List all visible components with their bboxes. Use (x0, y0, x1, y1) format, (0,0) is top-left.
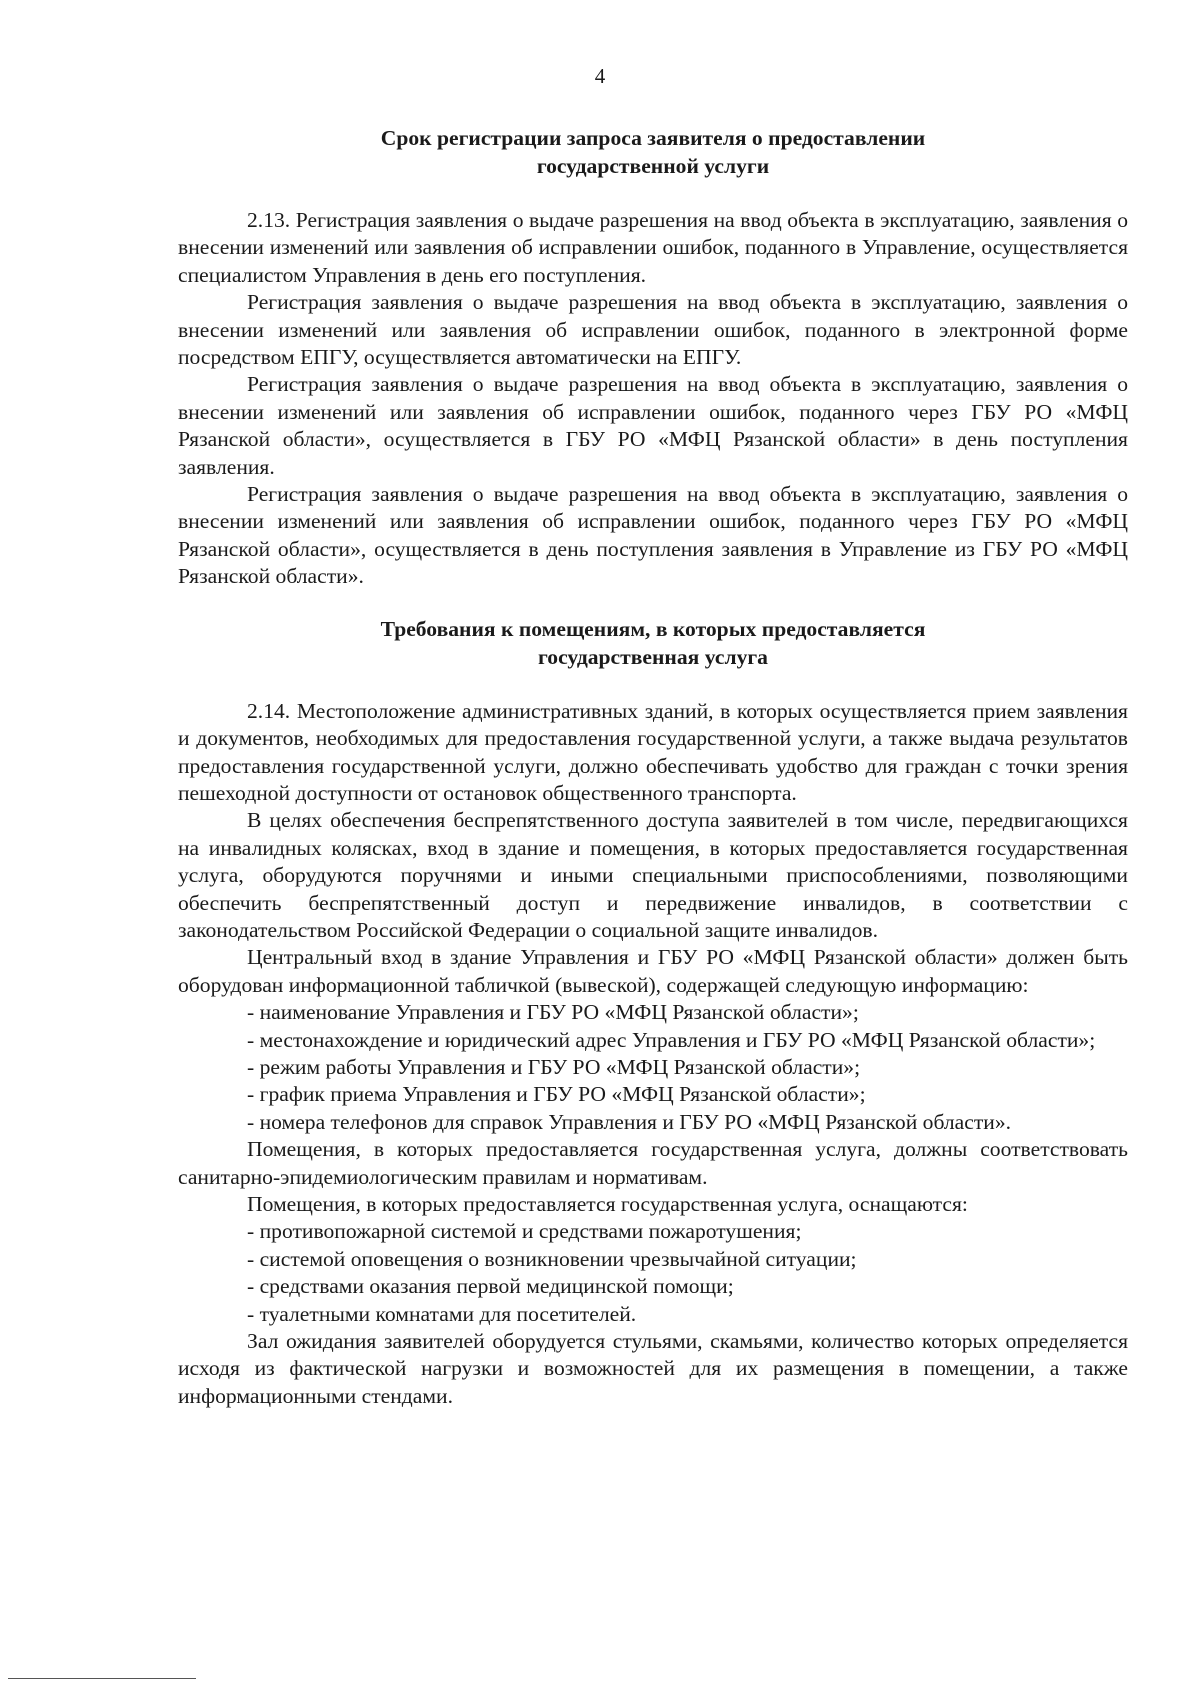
paragraph: Центральный вход в здание Управления и ГБУ РО «МФЦ Рязанской области» должен быть оборудован информационной табличкой (вывеской), содержащей следующую информацию: (178, 945, 1128, 997)
footer-divider (8, 1678, 196, 1679)
paragraph: В целях обеспечения беспрепятственного доступа заявителей в том числе, передвигающихся на инвалидных колясках, вход в здание и помещения, в которых предоставляется государственная услуга, оборудуются поручнями и иными специальными приспособлениями, позволяющими обеспечить беспрепятственный доступ и передвижение инвалидов, в соответствии с законодательством Российской Федерации о социальной защите инвалидов. (178, 808, 1128, 942)
paragraph: Регистрация заявления о выдаче разрешения на ввод объекта в эксплуатацию, заявления о внесении изменений или заявления об исправлении ошибок, поданного в электронной форме посредством ЕПГУ, осуществляется автоматически на ЕПГУ. (178, 290, 1128, 370)
list-item: - график приема Управления и ГБУ РО «МФЦ Рязанской области»; (247, 1082, 866, 1107)
list-item: - местонахождение и юридический адрес Управления и ГБУ РО «МФЦ Рязанской области»; (247, 1027, 1096, 1052)
section-heading-registration (178, 124, 1128, 180)
heading-line: государственной услуги (536, 154, 770, 178)
list-item: - режим работы Управления и ГБУ РО «МФЦ Рязанской области»; (247, 1054, 861, 1079)
section-heading-premises (178, 615, 1128, 671)
page-number: 4 (594, 64, 606, 88)
paragraph: 2.13. Регистрация заявления о выдаче разрешения на ввод объекта в эксплуатацию, заявления о внесении изменений или заявления об исправлении ошибок, поданного в Управление, осуществляется специалистом Управления в день его поступления. (178, 208, 1128, 287)
list-item: - наименование Управления и ГБУ РО «МФЦ Рязанской области»; (247, 1000, 859, 1025)
paragraph: 2.14. Местоположение административных зданий, в которых осуществляется прием заявления и документов, необходимых для предоставления государственной услуги, а также выдача результатов предоставления государственной услуги, должно обеспечивать удобство для граждан с точки зрения пешеходной доступности от остановок общественного транспорта. (178, 698, 1128, 805)
list-item: - противопожарной системой и средствами пожаротушения; (247, 1219, 802, 1244)
paragraph: Регистрация заявления о выдаче разрешения на ввод объекта в эксплуатацию, заявления о внесении изменений или заявления об исправлении ошибок, поданного через ГБУ РО «МФЦ Рязанской области», осуществляется в день поступления заявления в Управление из ГБУ РО «МФЦ Рязанской области». (178, 482, 1128, 589)
paragraph: Помещения, в которых предоставляется государственная услуга, оснащаются: (247, 1192, 968, 1216)
heading-line: Срок регистрации запроса заявителя о предоставлении (380, 126, 926, 150)
list-item: - средствами оказания первой медицинской помощи; (247, 1274, 734, 1299)
paragraph: Помещения, в которых предоставляется государственная услуга, должны соответствовать санитарно-эпидемиологическим правилам и нормативам. (178, 1137, 1128, 1189)
list-item: - системой оповещения о возникновении чрезвычайной ситуации; (247, 1246, 857, 1271)
list-item: - туалетными комнатами для посетителей. (247, 1301, 637, 1326)
document-body (178, 124, 1128, 1410)
heading-line: государственная услуга (538, 644, 768, 669)
paragraph: Регистрация заявления о выдаче разрешения на ввод объекта в эксплуатацию, заявления о внесении изменений или заявления об исправлении ошибок, поданного через ГБУ РО «МФЦ Рязанской области», осуществляется в ГБУ РО «МФЦ Рязанской области» в день поступления заявления. (178, 372, 1128, 479)
heading-line: Требования к помещениям, в которых предоставляется (380, 616, 926, 641)
paragraph: Зал ожидания заявителей оборудуется стульями, скамьями, количество которых определяется исходя из фактической нагрузки и возможностей для их размещения в помещении, а также информационными стендами. (178, 1329, 1128, 1408)
list-item: - номера телефонов для справок Управления и ГБУ РО «МФЦ Рязанской области». (247, 1109, 1012, 1134)
